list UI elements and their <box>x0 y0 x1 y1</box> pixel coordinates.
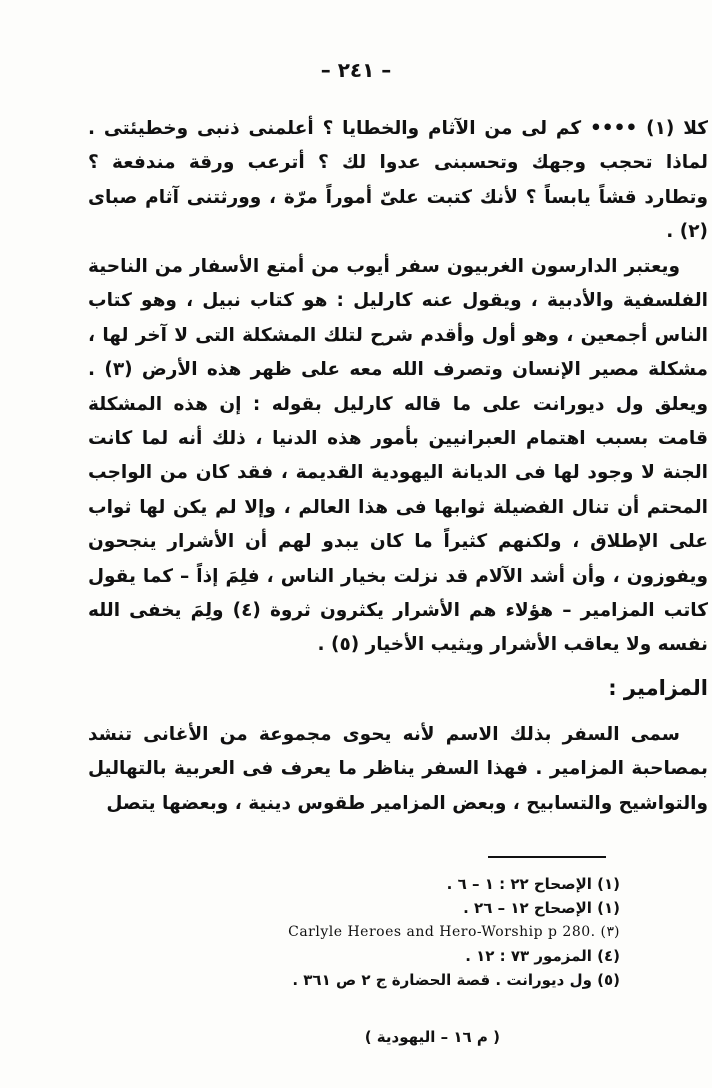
printer-signature: ( م ١٦ – اليهودية ) <box>364 1028 500 1046</box>
paragraph-psalms <box>88 718 708 821</box>
paragraph-text: ويعتبر الدارسون الغربيون سفر أيوب من أمتع الأسفار من الناحية الفلسفية والأدبية ، ويقول عنه كارليل : هو كتاب نبيل ، وهو كتاب الناس أجمعين ، وهو أول وأقدم شرح لتلك المشكلة التى لا آخر لها ، مشكلة مصير الإنسان وتصرف الله معه على ظهر هذه الأرض (٣) . ويعلق ول ديورانت على ما قاله كارليل بقوله : إن هذه المشكلة قامت بسبب اهتمام العبرانيين بأمور هذه الدنيا ، ذلك أنه لما كانت الجنة لا وجود لها فى الديانة اليهودية القديمة ، فقد كان من الواجب المحتم أن تنال الفضيلة ثوابها فى هذا العالم ، وإلا لم يكن لها ثواب على الإطلاق ، ولكنهم كثيراً ما كان يبدو لهم أن الأشرار ينجحون ويفوزون ، وأن أشد الآلام قد نزلت بخيار الناس ، فلِمَ إذاً – كما يقول كاتب المزامير – هؤلاء هم الأشرار يكثرون ثروة (٤) ولِمَ يخفى الله نفسه ولا يعاقب الأشرار ويثيب الأخيار (٥) . <box>88 256 708 656</box>
footnote-1: (١) الإصحاح ٢٢ : ١ – ٦ . <box>446 875 620 893</box>
paragraph-text: كلا (١) •••• كم لى من الآثام والخطايا ؟ أعلمنى ذنبى وخطيئتى . لماذا تحجب وجهك وتحسبنى عدوا لك ؟ أترعب ورقة مندفعة ؟ وتطارد قشاً يابساً ؟ لأنك كتبت علىّ أموراً مرّة ، وورثتنى آثام صباى (٢) . <box>88 118 709 243</box>
paragraph-text: سمى السفر بذلك الاسم لأنه يحوى مجموعة من الأغانى تنشد بمصاحبة المزامير . فهذا السفر يناظر ما يعرف فى العربية بالتهاليل والتواشيح والتسابيح ، وبعض المزامير طقوس دينية ، وبعضها يتصل <box>88 724 708 814</box>
footnotes <box>180 872 620 992</box>
paragraph-job-quote <box>88 112 708 250</box>
section-heading-psalms: المزامير : <box>608 676 708 700</box>
footnote-4: (٤) المزمور ٧٣ : ١٢ . <box>465 947 620 965</box>
paragraph-job-commentary <box>88 250 708 663</box>
footnote-5: (٥) ول ديورانت . قصة الحضارة ج ٢ ص ٣٦١ . <box>292 971 620 989</box>
footnote-2: (١) الإصحاح ١٢ – ٢٦ . <box>463 899 620 917</box>
page-number: – ٢٤١ – <box>320 58 392 82</box>
footnote-divider <box>488 856 606 858</box>
footnote-3: Carlyle Heroes and Hero-Worship p 280. (٣) <box>288 924 620 940</box>
